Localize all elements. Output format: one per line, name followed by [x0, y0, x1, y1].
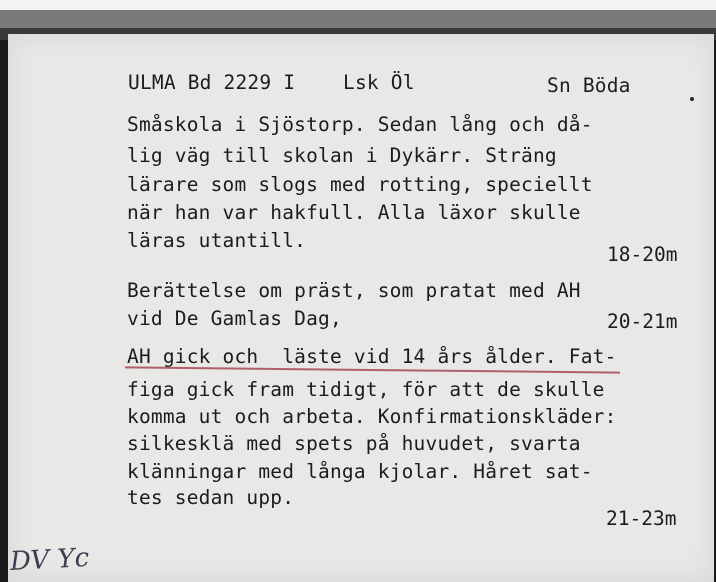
entry-3-line-4: silkesklä med spets på huvudet, svarta: [127, 432, 581, 455]
entry-1-range: 18-20m: [607, 243, 678, 266]
entry-2-line-2: vid De Gamlas Dag,: [127, 307, 342, 330]
entry-3-range: 21-23m: [606, 507, 677, 530]
speck: [690, 97, 694, 101]
handwritten-note: DV Yc: [9, 542, 90, 578]
entry-1-line-1: Småskola i Sjöstorp. Sedan lång och då-: [127, 113, 593, 136]
entry-1-line-2: lig väg till skolan i Dykärr. Sträng: [127, 144, 557, 167]
entry-3-line-5: klänningar med långa kjolar. Håret sat-: [127, 460, 593, 483]
parish-name: Sn Böda: [547, 74, 631, 97]
entry-3-line-2: figa gick fram tidigt, för att de skulle: [127, 378, 605, 401]
entry-2-range: 20-21m: [607, 310, 678, 333]
archive-reference: ULMA Bd 2229 I: [128, 71, 296, 94]
entry-2-line-1: Berättelse om präst, som pratat med AH: [127, 279, 581, 302]
entry-1-line-3: lärare som slogs med rotting, speciellt: [127, 173, 593, 196]
entry-3-line-6: tes sedan upp.: [127, 486, 295, 509]
entry-3-line-1: AH gick och läste vid 14 års ålder. Fat-: [127, 345, 617, 368]
entry-1-line-5: läras utantill.: [127, 229, 307, 252]
entry-3-line-3: komma ut och arbeta. Konfirmationskläder:: [127, 405, 617, 428]
parish-code: Lsk Öl: [343, 71, 415, 94]
entry-1-line-4: när han var hakfull. Alla läxor skulle: [127, 201, 581, 224]
